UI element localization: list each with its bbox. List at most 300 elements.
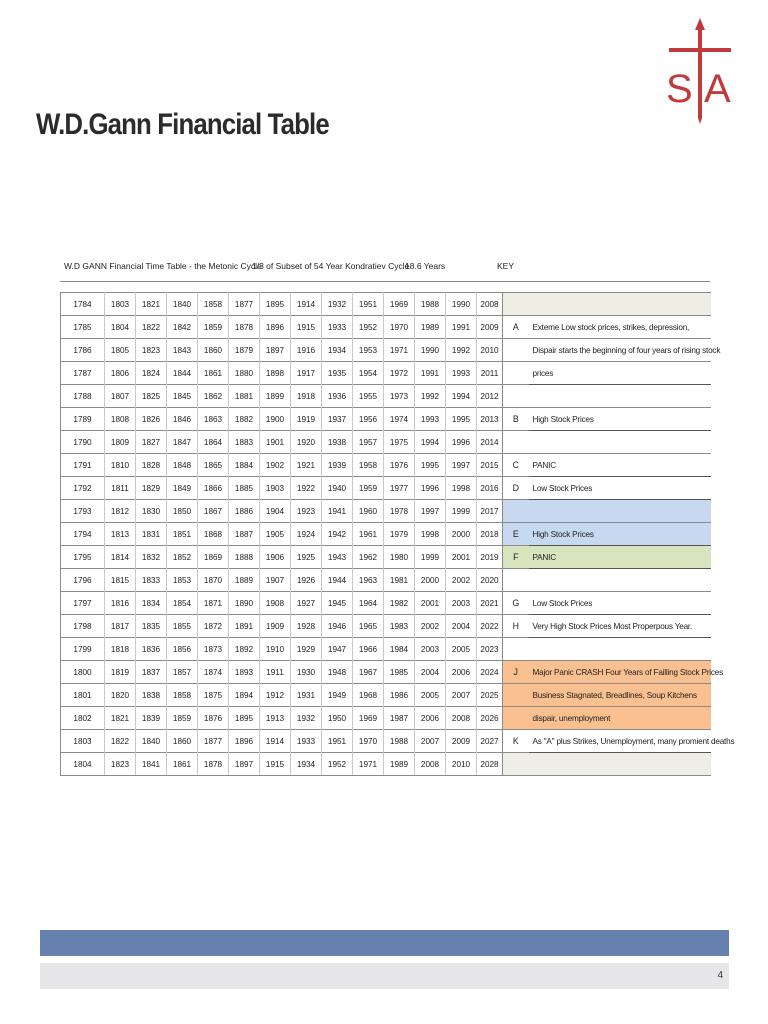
key-description [529,385,711,408]
year-cell: 1791 [61,454,105,477]
year-cell: 2012 [477,385,503,408]
year-cell: 1803 [105,293,136,316]
year-cell: 1932 [322,293,353,316]
year-cell: 1986 [384,684,415,707]
year-cell: 1814 [105,546,136,569]
year-cell: 1824 [136,362,167,385]
year-cell: 1855 [167,615,198,638]
table-row [61,592,711,615]
key-letter [503,753,529,776]
key-letter: H [503,615,529,638]
year-cell: 1818 [105,638,136,661]
year-cell: 1978 [384,500,415,523]
table-row [61,546,711,569]
year-cell: 1863 [198,408,229,431]
year-cell: 1839 [136,707,167,730]
key-letter: A [503,316,529,339]
year-cell: 1799 [61,638,105,661]
year-cell: 1850 [167,500,198,523]
year-cell: 1904 [260,500,291,523]
year-cell: 2001 [446,546,477,569]
year-cell: 1794 [61,523,105,546]
year-cell: 2020 [477,569,503,592]
year-cell: 1874 [198,661,229,684]
year-cell: 1835 [136,615,167,638]
year-cell: 1933 [322,316,353,339]
year-cell: 1953 [353,339,384,362]
year-cell: 1994 [446,385,477,408]
year-cell: 2001 [415,592,446,615]
year-cell: 1915 [260,753,291,776]
table-row [61,638,711,661]
key-letter [503,362,529,385]
year-cell: 1941 [322,500,353,523]
key-description: High Stock Prices [529,408,711,431]
year-cell: 2015 [477,454,503,477]
year-cell: 1989 [415,316,446,339]
year-cell: 2003 [446,592,477,615]
year-cell: 2023 [477,638,503,661]
year-cell: 1938 [322,431,353,454]
year-cell: 1919 [291,408,322,431]
year-cell: 1789 [61,408,105,431]
year-cell: 2006 [415,707,446,730]
year-cell: 1992 [415,385,446,408]
year-cell: 1906 [260,546,291,569]
year-cell: 1838 [136,684,167,707]
year-cell: 1793 [61,500,105,523]
year-cell: 1897 [260,339,291,362]
year-cell: 1841 [136,753,167,776]
year-cell: 2005 [446,638,477,661]
year-cell: 1888 [229,546,260,569]
year-cell: 1821 [105,707,136,730]
year-cell: 1821 [136,293,167,316]
year-cell: 1916 [291,339,322,362]
year-cell: 1976 [384,454,415,477]
year-cell: 1961 [353,523,384,546]
year-cell: 1991 [446,316,477,339]
year-cell: 1928 [291,615,322,638]
year-cell: 1994 [415,431,446,454]
year-cell: 2026 [477,707,503,730]
year-cell: 1784 [61,293,105,316]
year-cell: 1975 [384,431,415,454]
year-cell: 1813 [105,523,136,546]
key-description [529,293,711,316]
year-cell: 1788 [61,385,105,408]
year-cell: 2010 [446,753,477,776]
key-description: Low Stock Prices [529,477,711,500]
year-cell: 1999 [415,546,446,569]
year-cell: 1995 [415,454,446,477]
year-cell: 1903 [260,477,291,500]
year-cell: 1973 [384,385,415,408]
table-row [61,523,711,546]
year-cell: 1846 [167,408,198,431]
year-cell: 1934 [291,753,322,776]
key-letter: J [503,661,529,684]
year-cell: 1840 [136,730,167,753]
key-description: Major Panic CRASH Four Years of Failling Stock Prices [529,661,711,684]
key-letter: E [503,523,529,546]
year-cell: 1935 [322,362,353,385]
year-cell: 1808 [105,408,136,431]
year-cell: 1990 [415,339,446,362]
year-cell: 1922 [291,477,322,500]
key-letter: G [503,592,529,615]
year-cell: 1974 [384,408,415,431]
key-description [529,638,711,661]
year-cell: 1809 [105,431,136,454]
year-cell: 1998 [446,477,477,500]
year-cell: 1920 [291,431,322,454]
table-row [61,730,711,753]
sta-logo [664,18,736,122]
year-cell: 1798 [61,615,105,638]
year-cell: 1847 [167,431,198,454]
year-cell: 2021 [477,592,503,615]
year-cell: 1979 [384,523,415,546]
year-cell: 1899 [260,385,291,408]
year-cell: 2027 [477,730,503,753]
year-cell: 1943 [322,546,353,569]
year-cell: 1859 [198,316,229,339]
year-cell: 1932 [291,707,322,730]
year-cell: 1883 [229,431,260,454]
year-cell: 1998 [415,523,446,546]
year-cell: 1989 [384,753,415,776]
key-description: PANIC [529,546,711,569]
year-cell: 1801 [61,684,105,707]
key-description [529,431,711,454]
table-caption: W.D GANN Financial Time Table - the Metonic Cycle [64,261,262,271]
year-cell: 1826 [136,408,167,431]
table-row [61,316,711,339]
year-cell: 1858 [198,293,229,316]
year-cell: 1898 [260,362,291,385]
year-cell: 1957 [353,431,384,454]
year-cell: 2013 [477,408,503,431]
gann-spreadsheet [60,251,735,776]
year-cell: 1868 [198,523,229,546]
year-cell: 1909 [260,615,291,638]
year-cell: 1806 [105,362,136,385]
year-cell: 2000 [415,569,446,592]
year-cell: 1886 [229,500,260,523]
year-cell: 1861 [198,362,229,385]
year-cell: 1971 [353,753,384,776]
year-cell: 1929 [291,638,322,661]
year-cell: 1960 [353,500,384,523]
year-cell: 1970 [353,730,384,753]
key-letter: C [503,454,529,477]
year-cell: 1988 [384,730,415,753]
year-cell: 2011 [477,362,503,385]
key-description: Business Stagnated, Breadlines, Soup Kitchens [529,684,711,707]
year-cell: 2002 [415,615,446,638]
year-cell: 2025 [477,684,503,707]
year-cell: 1875 [198,684,229,707]
year-cell: 1956 [353,408,384,431]
year-cell: 1879 [229,339,260,362]
key-letter [503,339,529,362]
year-cell: 1942 [322,523,353,546]
year-cell: 1997 [446,454,477,477]
year-cell: 1884 [229,454,260,477]
table-row [61,385,711,408]
key-letter [503,385,529,408]
key-label: KEY [497,261,515,271]
year-cell: 2000 [446,523,477,546]
year-cell: 2022 [477,615,503,638]
year-cell: 1864 [198,431,229,454]
year-cell: 1869 [198,546,229,569]
year-cell: 2007 [415,730,446,753]
year-cell: 1892 [229,638,260,661]
key-description [529,569,711,592]
year-cell: 2005 [415,684,446,707]
year-cell: 1816 [105,592,136,615]
year-cell: 1949 [322,684,353,707]
year-cell: 1848 [167,454,198,477]
year-cell: 1927 [291,592,322,615]
year-cell: 1822 [136,316,167,339]
year-cell: 1876 [198,707,229,730]
year-cell: 1852 [167,546,198,569]
year-cell: 2010 [477,339,503,362]
page-title: W.D.Gann Financial Table [36,108,329,141]
key-letter: D [503,477,529,500]
year-cell: 1823 [105,753,136,776]
year-cell: 2008 [415,753,446,776]
year-cell: 1912 [260,684,291,707]
year-cell: 1796 [61,569,105,592]
year-cell: 1996 [446,431,477,454]
table-row [61,753,711,776]
year-cell: 1819 [105,661,136,684]
year-cell: 1999 [446,500,477,523]
year-cell: 1800 [61,661,105,684]
year-cell: 1885 [229,477,260,500]
year-cell: 1812 [105,500,136,523]
year-cell: 1792 [61,477,105,500]
year-cell: 1947 [322,638,353,661]
year-cell: 1971 [384,339,415,362]
table-row [61,477,711,500]
year-cell: 1988 [415,293,446,316]
year-cell: 1946 [322,615,353,638]
year-cell: 1882 [229,408,260,431]
year-cell: 1825 [136,385,167,408]
key-letter [503,638,529,661]
key-letter [503,707,529,730]
year-cell: 1967 [353,661,384,684]
year-cell: 1896 [260,316,291,339]
years-label: 18.6 Years [405,261,446,271]
year-cell: 1815 [105,569,136,592]
table-row [61,454,711,477]
year-cell: 1914 [291,293,322,316]
year-cell: 2014 [477,431,503,454]
year-cell: 2016 [477,477,503,500]
year-cell: 1983 [384,615,415,638]
year-cell: 1970 [384,316,415,339]
year-cell: 1854 [167,592,198,615]
key-description: Dispair starts the beginning of four years of rising stock [529,339,711,362]
year-cell: 1827 [136,431,167,454]
key-letter [503,684,529,707]
year-cell: 1822 [105,730,136,753]
year-cell: 1834 [136,592,167,615]
year-cell: 1803 [61,730,105,753]
key-description [529,753,711,776]
year-cell: 1785 [61,316,105,339]
year-cell: 1951 [353,293,384,316]
year-cell: 1981 [384,569,415,592]
year-cell: 1908 [260,592,291,615]
footer-blue-bar [40,930,729,956]
year-cell: 1889 [229,569,260,592]
table-row [61,339,711,362]
year-cell: 1936 [322,385,353,408]
year-cell: 2008 [477,293,503,316]
year-cell: 1913 [260,707,291,730]
year-cell: 2008 [446,707,477,730]
table-row [61,615,711,638]
table-row [61,569,711,592]
year-cell: 1849 [167,477,198,500]
year-cell: 2004 [415,661,446,684]
year-cell: 1937 [322,408,353,431]
year-cell: 1951 [322,730,353,753]
year-cell: 2028 [477,753,503,776]
svg-text:A: A [704,67,731,111]
table-row [61,500,711,523]
key-description: dispair, unemployment [529,707,711,730]
year-cell: 1836 [136,638,167,661]
table-row [61,293,711,316]
year-cell: 1977 [384,477,415,500]
table-row [61,684,711,707]
year-cell: 1802 [61,707,105,730]
year-cell: 1969 [384,293,415,316]
year-cell: 1804 [105,316,136,339]
year-cell: 1867 [198,500,229,523]
year-cell: 2007 [446,684,477,707]
year-cell: 1930 [291,661,322,684]
kondratiev-label: 1/3 of Subset of 54 Year Kondratiev Cycle [252,261,410,271]
sheet-header [60,251,710,282]
year-cell: 1900 [260,408,291,431]
year-cell: 1968 [353,684,384,707]
year-cell: 1890 [229,592,260,615]
year-cell: 1858 [167,684,198,707]
year-cell: 1914 [260,730,291,753]
year-cell: 1877 [229,293,260,316]
year-cell: 1934 [322,339,353,362]
year-cell: 1950 [322,707,353,730]
year-cell: 2006 [446,661,477,684]
year-cell: 1833 [136,569,167,592]
year-cell: 1982 [384,592,415,615]
year-cell: 1862 [198,385,229,408]
year-cell: 2024 [477,661,503,684]
year-cell: 1828 [136,454,167,477]
year-cell: 1820 [105,684,136,707]
year-cell: 1871 [198,592,229,615]
page-number: 4 [717,970,723,981]
year-cell: 1917 [291,362,322,385]
year-cell: 1944 [322,569,353,592]
key-description: High Stock Prices [529,523,711,546]
year-table [60,292,735,776]
year-cell: 1880 [229,362,260,385]
year-cell: 1991 [415,362,446,385]
year-cell: 1872 [198,615,229,638]
year-cell: 1980 [384,546,415,569]
year-cell: 1907 [260,569,291,592]
year-cell: 1897 [229,753,260,776]
year-cell: 1895 [229,707,260,730]
year-cell: 1893 [229,661,260,684]
year-cell: 1807 [105,385,136,408]
key-letter: B [503,408,529,431]
key-letter [503,293,529,316]
year-cell: 1805 [105,339,136,362]
year-cell: 1832 [136,546,167,569]
year-cell: 1853 [167,569,198,592]
year-cell: 1966 [353,638,384,661]
key-letter: F [503,546,529,569]
year-cell: 1915 [291,316,322,339]
year-cell: 1963 [353,569,384,592]
year-cell: 1997 [415,500,446,523]
year-cell: 1830 [136,500,167,523]
year-cell: 1894 [229,684,260,707]
year-cell: 2004 [446,615,477,638]
year-cell: 1945 [322,592,353,615]
year-cell: 1992 [446,339,477,362]
key-letter [503,500,529,523]
year-cell: 2002 [446,569,477,592]
year-cell: 1911 [260,661,291,684]
footer-gray-bar [40,963,729,989]
year-cell: 1831 [136,523,167,546]
year-cell: 1877 [198,730,229,753]
year-cell: 1861 [167,753,198,776]
year-cell: 1964 [353,592,384,615]
year-cell: 1962 [353,546,384,569]
year-cell: 1881 [229,385,260,408]
svg-text:S: S [666,67,693,111]
year-cell: 1984 [384,638,415,661]
key-description: PANIC [529,454,711,477]
year-cell: 1865 [198,454,229,477]
year-cell: 1859 [167,707,198,730]
key-description: As "A" plus Strikes, Unemployment, many promient deaths [529,730,711,753]
table-row [61,408,711,431]
key-description: Very High Stock Prices Most Properpous Year. [529,615,711,638]
table-row [61,661,711,684]
year-cell: 1840 [167,293,198,316]
year-cell: 1887 [229,523,260,546]
year-cell: 1905 [260,523,291,546]
year-cell: 1996 [415,477,446,500]
year-cell: 1993 [446,362,477,385]
year-cell: 1987 [384,707,415,730]
year-cell: 2018 [477,523,503,546]
